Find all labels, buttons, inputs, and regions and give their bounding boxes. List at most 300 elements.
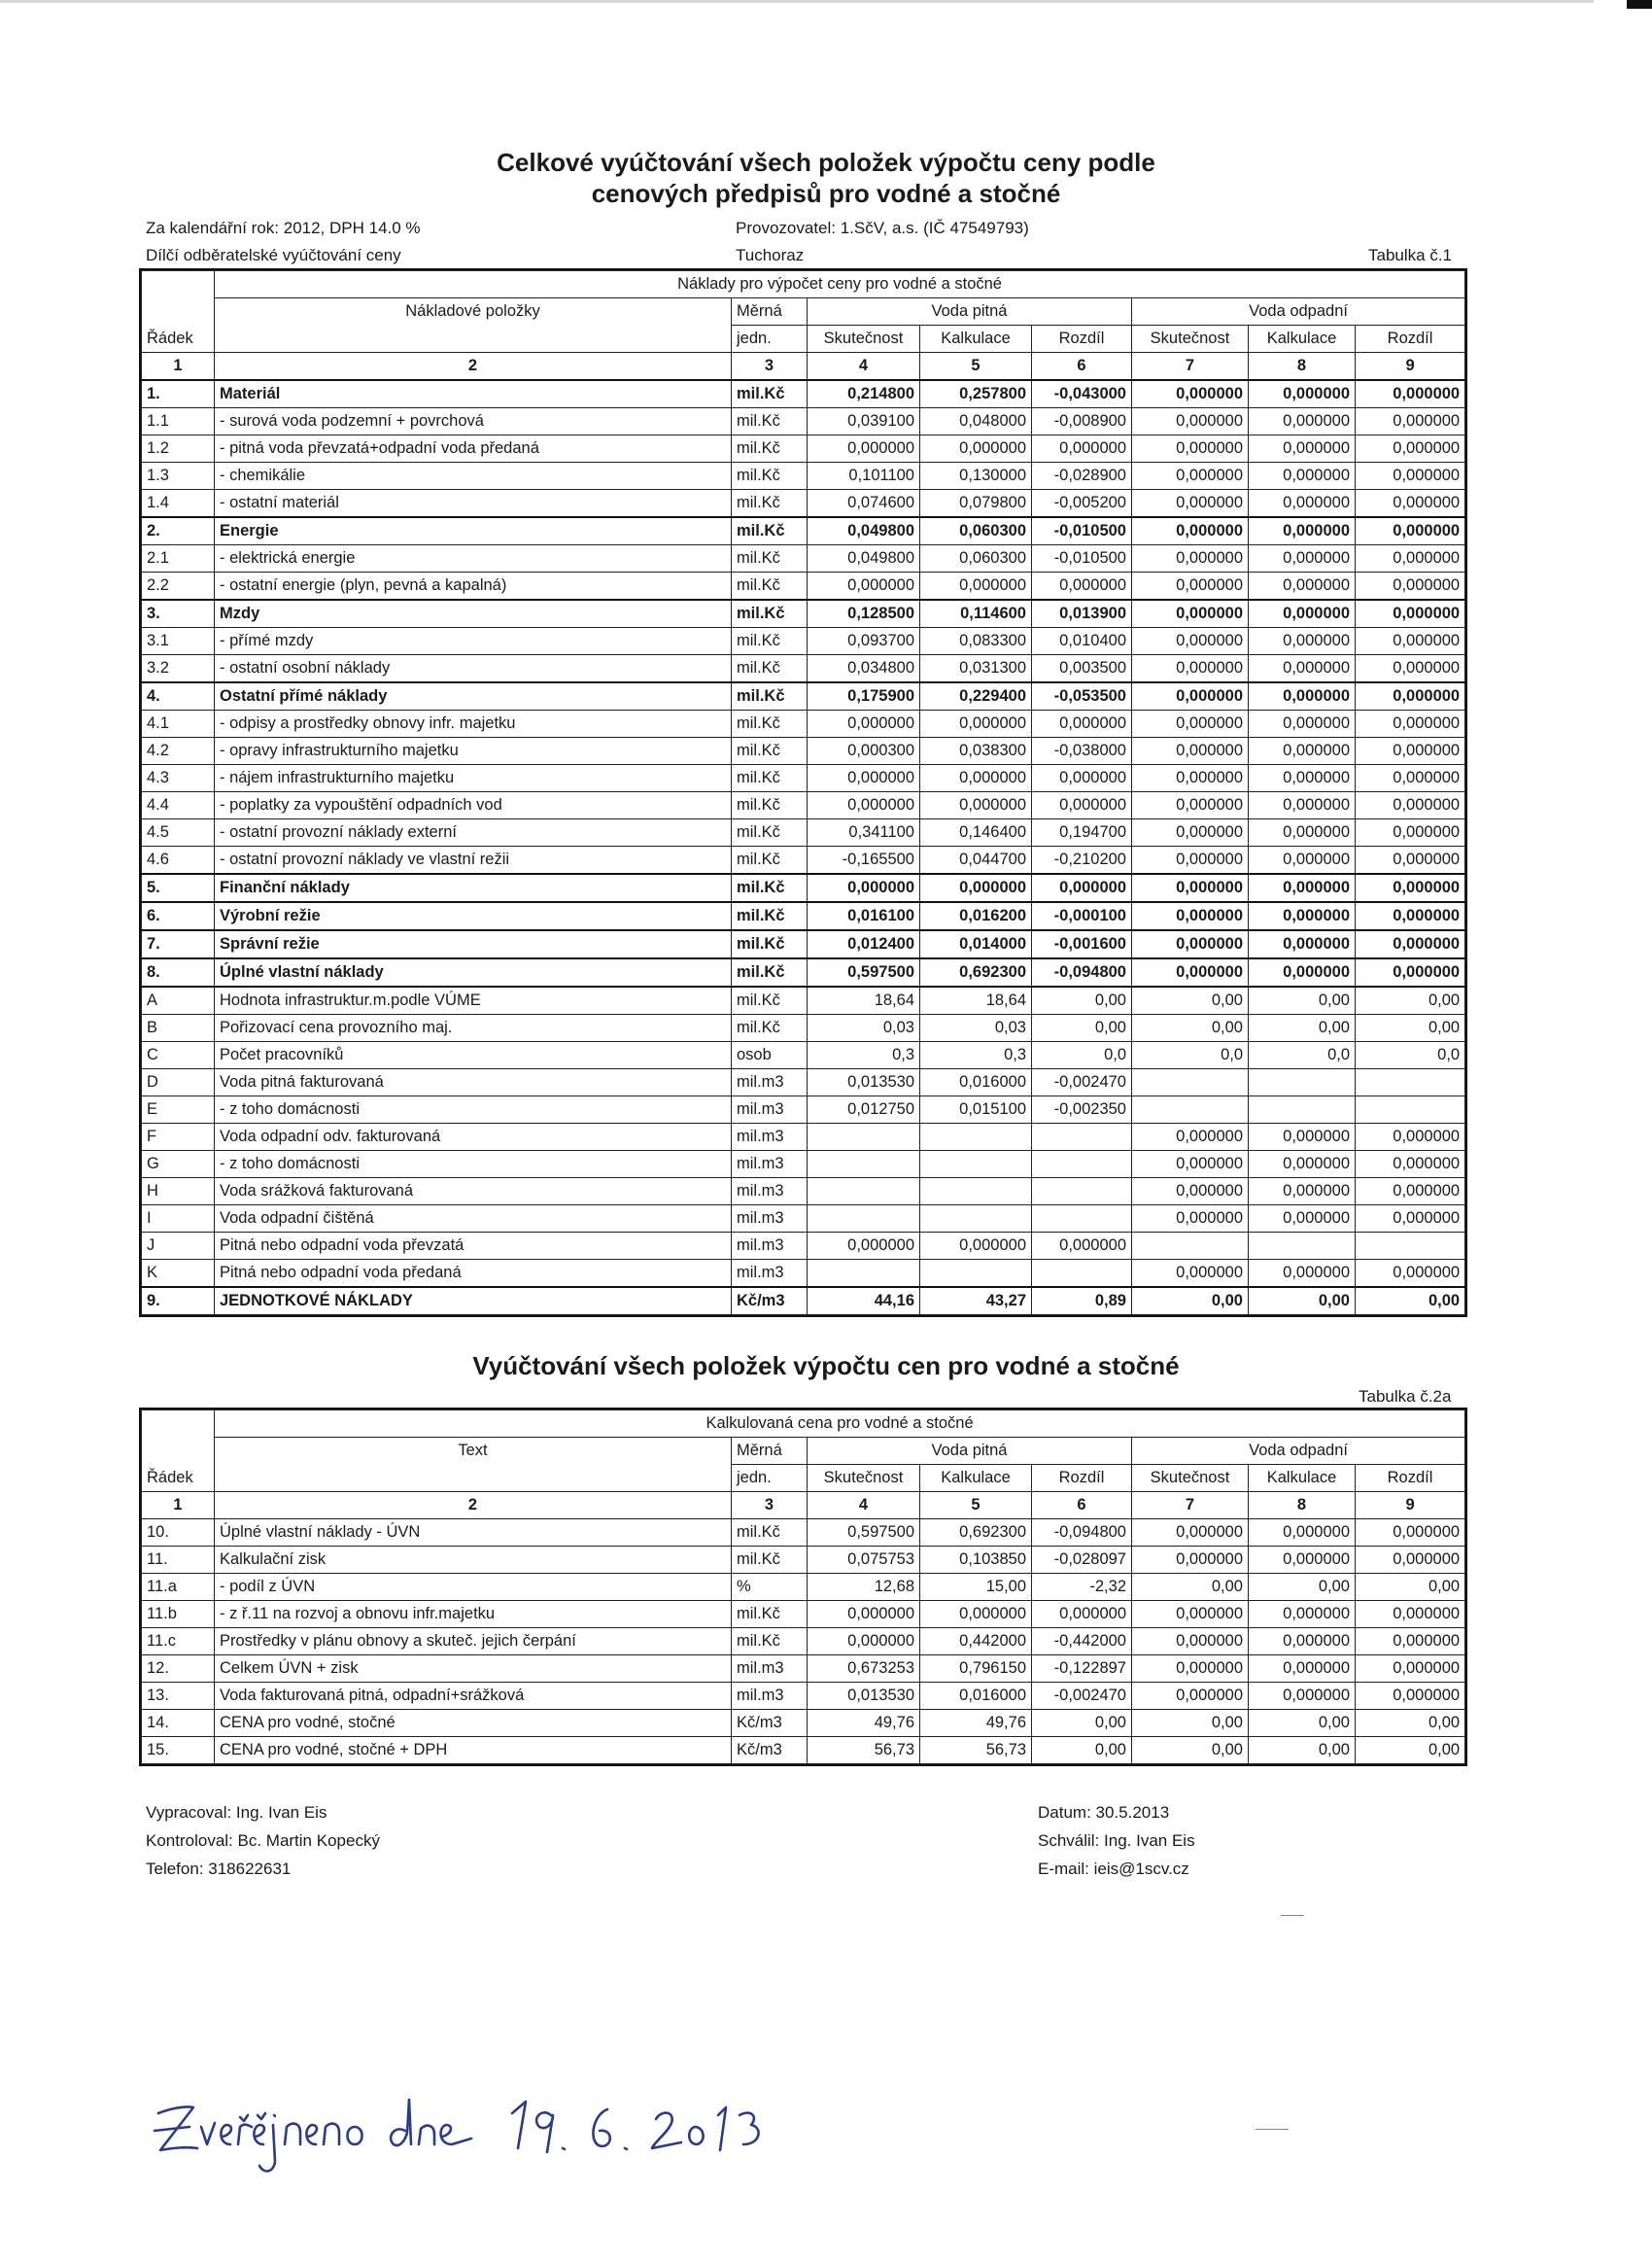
scan-speck — [1281, 1915, 1304, 1916]
col-row-header: Řádek — [142, 1465, 215, 1492]
row-id: 3. — [142, 600, 215, 628]
row-id: A — [142, 987, 215, 1015]
waste-actual-cell: 0,000000 — [1132, 819, 1249, 847]
potable-diff-cell: -0,001600 — [1032, 930, 1132, 958]
potable-actual-cell: 0,128500 — [808, 600, 920, 628]
row-id: 11.a — [142, 1574, 215, 1601]
row-id: 6. — [142, 902, 215, 930]
potable-diff-cell: 0,010400 — [1032, 628, 1132, 655]
potable-actual-cell: 0,034800 — [808, 655, 920, 683]
table1-label: Tabulka č.1 — [1368, 246, 1452, 264]
waste-calc-cell: 0,00 — [1249, 1710, 1356, 1737]
potable-diff-cell: 0,003500 — [1032, 655, 1132, 683]
table-row — [142, 1683, 1465, 1710]
table1-caption: Náklady pro výpočet ceny pro vodné a stočné — [215, 271, 1465, 298]
row-id: 9. — [142, 1287, 215, 1315]
row-label: Voda pitná fakturovaná — [215, 1069, 732, 1096]
potable-calc-cell — [920, 1205, 1032, 1233]
waste-calc-cell: 0,000000 — [1249, 930, 1356, 958]
waste-actual-cell: 0,000000 — [1132, 792, 1249, 819]
waste-calc-cell: 0,000000 — [1249, 792, 1356, 819]
waste-actual-cell: 0,000000 — [1132, 902, 1249, 930]
potable-calc-cell: 49,76 — [920, 1710, 1032, 1737]
table-row — [142, 1178, 1465, 1205]
waste-calc-cell — [1249, 1096, 1356, 1124]
row-unit: mil.Kč — [732, 600, 808, 628]
row-id: E — [142, 1096, 215, 1124]
waste-diff-cell — [1356, 1233, 1465, 1260]
row-unit: mil.m3 — [732, 1233, 808, 1260]
table-row — [142, 1205, 1465, 1233]
row-unit: mil.Kč — [732, 463, 808, 490]
potable-calc-cell: 0,016000 — [920, 1069, 1032, 1096]
sub-diff-header: Rozdíl — [1032, 1465, 1132, 1492]
price-table — [141, 1409, 1465, 1764]
waste-diff-cell: 0,000000 — [1356, 1151, 1465, 1178]
potable-diff-cell: 0,00 — [1032, 1710, 1132, 1737]
row-label: - odpisy a prostředky obnovy infr. majetku — [215, 711, 732, 738]
potable-calc-cell: 0,03 — [920, 1015, 1032, 1042]
row-unit: mil.Kč — [732, 1547, 808, 1574]
row-unit: Kč/m3 — [732, 1737, 808, 1764]
row-unit: mil.Kč — [732, 573, 808, 601]
waste-diff-cell: 0,000000 — [1356, 463, 1465, 490]
waste-actual-cell: 0,000000 — [1132, 930, 1249, 958]
sub-actual-header: Skutečnost — [808, 326, 920, 353]
row-label: - pitná voda převzatá+odpadní voda předaná — [215, 435, 732, 463]
row-unit: mil.Kč — [732, 1601, 808, 1628]
potable-diff-cell: 0,0 — [1032, 1042, 1132, 1069]
waste-calc-cell: 0,000000 — [1249, 682, 1356, 711]
potable-diff-cell: -2,32 — [1032, 1574, 1132, 1601]
waste-diff-cell: 0,000000 — [1356, 600, 1465, 628]
header-blank — [142, 298, 215, 326]
waste-actual-cell: 0,000000 — [1132, 408, 1249, 435]
waste-diff-cell: 0,000000 — [1356, 874, 1465, 902]
table-row — [142, 600, 1465, 628]
waste-diff-cell: 0,000000 — [1356, 1683, 1465, 1710]
waste-actual-cell: 0,00 — [1132, 1287, 1249, 1315]
waste-actual-cell: 0,00 — [1132, 1574, 1249, 1601]
waste-calc-cell: 0,000000 — [1249, 380, 1356, 408]
waste-calc-cell: 0,000000 — [1249, 490, 1356, 518]
table-row — [142, 1655, 1465, 1683]
waste-calc-cell — [1249, 1233, 1356, 1260]
column-number: 8 — [1249, 1492, 1356, 1519]
row-unit: % — [732, 1574, 808, 1601]
row-label: - podíl z ÚVN — [215, 1574, 732, 1601]
waste-actual-cell — [1132, 1233, 1249, 1260]
potable-diff-cell: 0,000000 — [1032, 573, 1132, 601]
sub-diff-header: Rozdíl — [1032, 326, 1132, 353]
potable-actual-cell: 0,013530 — [808, 1683, 920, 1710]
waste-calc-cell: 0,000000 — [1249, 958, 1356, 987]
row-id: 14. — [142, 1710, 215, 1737]
potable-actual-cell: 0,03 — [808, 1015, 920, 1042]
group-waste-header: Voda odpadní — [1132, 298, 1465, 326]
potable-actual-cell: 0,093700 — [808, 628, 920, 655]
header-blank — [215, 1465, 732, 1492]
waste-calc-cell: 0,000000 — [1249, 463, 1356, 490]
waste-diff-cell: 0,00 — [1356, 1015, 1465, 1042]
potable-diff-cell: 0,000000 — [1032, 792, 1132, 819]
waste-actual-cell: 0,00 — [1132, 1015, 1249, 1042]
table-row — [142, 1124, 1465, 1151]
potable-actual-cell: 0,341100 — [808, 819, 920, 847]
row-label: - z toho domácnosti — [215, 1096, 732, 1124]
waste-actual-cell: 0,000000 — [1132, 847, 1249, 875]
row-id: 4.6 — [142, 847, 215, 875]
table-row — [142, 408, 1465, 435]
row-unit: mil.Kč — [732, 765, 808, 792]
potable-calc-cell: 43,27 — [920, 1287, 1032, 1315]
table-row — [142, 930, 1465, 958]
table-row — [142, 987, 1465, 1015]
waste-calc-cell: 0,000000 — [1249, 1151, 1356, 1178]
potable-actual-cell: 0,000000 — [808, 435, 920, 463]
table-row — [142, 1233, 1465, 1260]
waste-calc-cell: 0,000000 — [1249, 1260, 1356, 1288]
row-id: 4.1 — [142, 711, 215, 738]
waste-diff-cell: 0,000000 — [1356, 847, 1465, 875]
waste-calc-cell: 0,000000 — [1249, 765, 1356, 792]
sub-calc-header: Kalkulace — [1249, 1465, 1356, 1492]
waste-calc-cell: 0,00 — [1249, 1574, 1356, 1601]
waste-diff-cell: 0,000000 — [1356, 738, 1465, 765]
potable-actual-cell: 0,074600 — [808, 490, 920, 518]
row-label: Celkem ÚVN + zisk — [215, 1655, 732, 1683]
waste-calc-cell: 0,000000 — [1249, 1205, 1356, 1233]
row-unit: mil.Kč — [732, 738, 808, 765]
waste-diff-cell: 0,00 — [1356, 1737, 1465, 1764]
row-id: 1.3 — [142, 463, 215, 490]
waste-actual-cell: 0,000000 — [1132, 490, 1249, 518]
row-id: 10. — [142, 1519, 215, 1547]
potable-calc-cell: 0,060300 — [920, 517, 1032, 545]
row-id: 11.c — [142, 1628, 215, 1655]
col-row-header: Řádek — [142, 326, 215, 353]
potable-diff-cell: 0,000000 — [1032, 1233, 1132, 1260]
potable-diff-cell: -0,002350 — [1032, 1096, 1132, 1124]
sub-actual-header: Skutečnost — [1132, 1465, 1249, 1492]
potable-diff-cell: -0,008900 — [1032, 408, 1132, 435]
sub-calc-header: Kalkulace — [920, 1465, 1032, 1492]
column-number: 5 — [920, 353, 1032, 381]
row-id: C — [142, 1042, 215, 1069]
waste-diff-cell: 0,000000 — [1356, 655, 1465, 683]
waste-actual-cell: 0,000000 — [1132, 573, 1249, 601]
potable-calc-cell: 0,038300 — [920, 738, 1032, 765]
waste-actual-cell — [1132, 1069, 1249, 1096]
table-row — [142, 545, 1465, 573]
waste-calc-cell: 0,000000 — [1249, 1519, 1356, 1547]
waste-actual-cell: 0,000000 — [1132, 682, 1249, 711]
row-unit: mil.Kč — [732, 874, 808, 902]
potable-actual-cell: 0,013530 — [808, 1069, 920, 1096]
waste-diff-cell: 0,000000 — [1356, 1601, 1465, 1628]
potable-diff-cell: -0,094800 — [1032, 958, 1132, 987]
waste-diff-cell: 0,000000 — [1356, 1547, 1465, 1574]
potable-diff-cell: 0,013900 — [1032, 600, 1132, 628]
waste-diff-cell: 0,000000 — [1356, 711, 1465, 738]
row-id: 15. — [142, 1737, 215, 1764]
potable-actual-cell: 0,673253 — [808, 1655, 920, 1683]
column-number: 7 — [1132, 1492, 1249, 1519]
cost-table — [141, 270, 1465, 1315]
table-row — [142, 1737, 1465, 1764]
row-unit: mil.m3 — [732, 1069, 808, 1096]
row-unit: mil.m3 — [732, 1205, 808, 1233]
column-number: 9 — [1356, 353, 1465, 381]
potable-calc-cell: 0,048000 — [920, 408, 1032, 435]
header-blank — [215, 326, 732, 353]
row-id: 7. — [142, 930, 215, 958]
row-label: Energie — [215, 517, 732, 545]
row-unit: mil.Kč — [732, 987, 808, 1015]
table-row — [142, 902, 1465, 930]
table-row — [142, 435, 1465, 463]
potable-diff-cell: 0,000000 — [1032, 1601, 1132, 1628]
row-unit: mil.Kč — [732, 847, 808, 875]
waste-actual-cell: 0,000000 — [1132, 1205, 1249, 1233]
scan-speck — [1256, 2129, 1289, 2130]
row-id: 2. — [142, 517, 215, 545]
row-label: - ostatní materiál — [215, 490, 732, 518]
potable-actual-cell: 0,012400 — [808, 930, 920, 958]
potable-calc-cell: 0,016000 — [920, 1683, 1032, 1710]
potable-calc-cell — [920, 1178, 1032, 1205]
row-id: 4.3 — [142, 765, 215, 792]
row-label: - opravy infrastrukturního majetku — [215, 738, 732, 765]
row-unit: mil.m3 — [732, 1096, 808, 1124]
document-title-line2: cenových předpisů pro vodné a stočné — [591, 179, 1061, 208]
waste-diff-cell — [1356, 1069, 1465, 1096]
waste-calc-cell: 0,000000 — [1249, 628, 1356, 655]
table-row — [142, 1260, 1465, 1288]
waste-actual-cell: 0,000000 — [1132, 463, 1249, 490]
row-unit: mil.m3 — [732, 1683, 808, 1710]
potable-actual-cell: 0,000000 — [808, 1628, 920, 1655]
column-number: 7 — [1132, 353, 1249, 381]
potable-actual-cell: 0,049800 — [808, 517, 920, 545]
column-number: 1 — [142, 1492, 215, 1519]
sub-calc-header: Kalkulace — [1249, 326, 1356, 353]
row-label: JEDNOTKOVÉ NÁKLADY — [215, 1287, 732, 1315]
operator-info: Provozovatel: 1.SčV, a.s. (IČ 47549793) — [736, 219, 1029, 237]
waste-calc-cell: 0,000000 — [1249, 1655, 1356, 1683]
potable-diff-cell: -0,010500 — [1032, 545, 1132, 573]
potable-actual-cell: 56,73 — [808, 1737, 920, 1764]
column-number: 4 — [808, 353, 920, 381]
row-unit: mil.Kč — [732, 490, 808, 518]
potable-actual-cell: 0,039100 — [808, 408, 920, 435]
table-row — [142, 792, 1465, 819]
column-number: 4 — [808, 1492, 920, 1519]
checked-by: Kontroloval: Bc. Martin Kopecký — [146, 1831, 380, 1850]
waste-calc-cell: 0,00 — [1249, 1287, 1356, 1315]
table-row — [142, 655, 1465, 683]
waste-actual-cell: 0,000000 — [1132, 1260, 1249, 1288]
potable-actual-cell: 49,76 — [808, 1710, 920, 1737]
handwritten-publication-note — [151, 2080, 850, 2187]
partial-billing-label: Dílčí odběratelské vyúčtování ceny — [146, 246, 401, 264]
row-unit: mil.Kč — [732, 1628, 808, 1655]
row-unit: mil.Kč — [732, 628, 808, 655]
potable-calc-cell: 0,016200 — [920, 902, 1032, 930]
row-unit: mil.m3 — [732, 1178, 808, 1205]
potable-actual-cell: 0,000000 — [808, 1601, 920, 1628]
waste-diff-cell: 0,000000 — [1356, 1655, 1465, 1683]
table-row — [142, 517, 1465, 545]
potable-calc-cell: 0,014000 — [920, 930, 1032, 958]
potable-diff-cell: -0,038000 — [1032, 738, 1132, 765]
potable-diff-cell: -0,053500 — [1032, 682, 1132, 711]
row-label: CENA pro vodné, stočné — [215, 1710, 732, 1737]
table-row — [142, 1574, 1465, 1601]
waste-diff-cell: 0,000000 — [1356, 545, 1465, 573]
row-label: Voda fakturovaná pitná, odpadní+srážková — [215, 1683, 732, 1710]
table-row — [142, 738, 1465, 765]
potable-actual-cell: 12,68 — [808, 1574, 920, 1601]
row-label: - surová voda podzemní + povrchová — [215, 408, 732, 435]
row-unit: mil.Kč — [732, 517, 808, 545]
sub-calc-header: Kalkulace — [920, 326, 1032, 353]
potable-calc-cell — [920, 1260, 1032, 1288]
document-title-line1: Celkové vyúčtování všech položek výpočtu ceny podle — [497, 148, 1155, 177]
row-unit: mil.Kč — [732, 930, 808, 958]
waste-diff-cell: 0,000000 — [1356, 628, 1465, 655]
potable-diff-cell: -0,005200 — [1032, 490, 1132, 518]
table-row — [142, 1710, 1465, 1737]
row-id: 3.2 — [142, 655, 215, 683]
waste-diff-cell: 0,000000 — [1356, 1205, 1465, 1233]
potable-diff-cell: -0,010500 — [1032, 517, 1132, 545]
waste-actual-cell: 0,000000 — [1132, 1151, 1249, 1178]
row-unit: mil.m3 — [732, 1124, 808, 1151]
potable-actual-cell: 0,000000 — [808, 573, 920, 601]
header-blank — [142, 271, 215, 298]
potable-actual-cell: 0,597500 — [808, 1519, 920, 1547]
row-id: D — [142, 1069, 215, 1096]
row-label: - ostatní energie (plyn, pevná a kapalná) — [215, 573, 732, 601]
table-row — [142, 1601, 1465, 1628]
waste-diff-cell: 0,00 — [1356, 1574, 1465, 1601]
group-waste-header: Voda odpadní — [1132, 1438, 1465, 1465]
column-number: 3 — [732, 1492, 808, 1519]
table2-caption: Kalkulovaná cena pro vodné a stočné — [215, 1410, 1465, 1438]
waste-calc-cell: 0,000000 — [1249, 517, 1356, 545]
potable-actual-cell: -0,165500 — [808, 847, 920, 875]
row-id: B — [142, 1015, 215, 1042]
column-number: 1 — [142, 353, 215, 381]
potable-calc-cell: 0,796150 — [920, 1655, 1032, 1683]
row-unit: mil.Kč — [732, 435, 808, 463]
potable-calc-cell: 0,130000 — [920, 463, 1032, 490]
waste-actual-cell: 0,000000 — [1132, 517, 1249, 545]
row-label: Voda srážková fakturovaná — [215, 1178, 732, 1205]
waste-actual-cell: 0,000000 — [1132, 711, 1249, 738]
column-number: 5 — [920, 1492, 1032, 1519]
potable-diff-cell: 0,000000 — [1032, 874, 1132, 902]
waste-actual-cell: 0,000000 — [1132, 765, 1249, 792]
waste-calc-cell: 0,000000 — [1249, 1683, 1356, 1710]
potable-calc-cell: 15,00 — [920, 1574, 1032, 1601]
row-label: Prostředky v plánu obnovy a skuteč. jejich čerpání — [215, 1628, 732, 1655]
document-date: Datum: 30.5.2013 — [1038, 1803, 1170, 1822]
row-id: I — [142, 1205, 215, 1233]
waste-diff-cell: 0,000000 — [1356, 573, 1465, 601]
potable-actual-cell: 0,597500 — [808, 958, 920, 987]
row-label: Pitná nebo odpadní voda předaná — [215, 1260, 732, 1288]
locality-name: Tuchoraz — [736, 246, 805, 264]
row-id: 4.4 — [142, 792, 215, 819]
table-row — [142, 874, 1465, 902]
row-label: Pitná nebo odpadní voda převzatá — [215, 1233, 732, 1260]
waste-calc-cell: 0,000000 — [1249, 573, 1356, 601]
table-row — [142, 682, 1465, 711]
waste-diff-cell: 0,000000 — [1356, 517, 1465, 545]
prepared-by: Vypracoval: Ing. Ivan Eis — [146, 1803, 327, 1822]
column-number: 6 — [1032, 1492, 1132, 1519]
scan-top-edge — [0, 0, 1594, 3]
potable-actual-cell — [808, 1124, 920, 1151]
row-unit: mil.Kč — [732, 380, 808, 408]
table-row — [142, 958, 1465, 987]
waste-actual-cell: 0,000000 — [1132, 628, 1249, 655]
row-label: - z ř.11 na rozvoj a obnovu infr.majetku — [215, 1601, 732, 1628]
row-id: 4.5 — [142, 819, 215, 847]
potable-calc-cell: 0,079800 — [920, 490, 1032, 518]
waste-actual-cell: 0,000000 — [1132, 1124, 1249, 1151]
table-row — [142, 1151, 1465, 1178]
waste-calc-cell: 0,000000 — [1249, 902, 1356, 930]
potable-calc-cell: 0,146400 — [920, 819, 1032, 847]
footer-left — [146, 1798, 380, 1883]
phone: Telefon: 318622631 — [146, 1860, 292, 1878]
sub-diff-header: Rozdíl — [1356, 326, 1465, 353]
potable-diff-cell: -0,028900 — [1032, 463, 1132, 490]
potable-diff-cell: -0,028097 — [1032, 1547, 1132, 1574]
row-id: 4.2 — [142, 738, 215, 765]
potable-actual-cell: 0,101100 — [808, 463, 920, 490]
row-id: 3.1 — [142, 628, 215, 655]
col-text-header: Text — [215, 1438, 732, 1465]
row-label: - elektrická energie — [215, 545, 732, 573]
row-label: - ostatní provozní náklady ve vlastní režii — [215, 847, 732, 875]
row-unit: mil.Kč — [732, 1519, 808, 1547]
waste-calc-cell: 0,000000 — [1249, 819, 1356, 847]
potable-calc-cell: 0,103850 — [920, 1547, 1032, 1574]
waste-actual-cell: 0,000000 — [1132, 1655, 1249, 1683]
potable-actual-cell: 0,175900 — [808, 682, 920, 711]
waste-actual-cell: 0,000000 — [1132, 874, 1249, 902]
waste-actual-cell: 0,000000 — [1132, 1683, 1249, 1710]
row-label: - poplatky za vypouštění odpadních vod — [215, 792, 732, 819]
potable-diff-cell: 0,00 — [1032, 1015, 1132, 1042]
row-label: - nájem infrastrukturního majetku — [215, 765, 732, 792]
potable-calc-cell: 56,73 — [920, 1737, 1032, 1764]
waste-calc-cell: 0,000000 — [1249, 874, 1356, 902]
potable-diff-cell: -0,210200 — [1032, 847, 1132, 875]
row-unit: mil.Kč — [732, 682, 808, 711]
potable-calc-cell: 0,083300 — [920, 628, 1032, 655]
col-unit-header-2: jedn. — [732, 1465, 808, 1492]
potable-diff-cell — [1032, 1124, 1132, 1151]
waste-diff-cell: 0,000000 — [1356, 1178, 1465, 1205]
waste-actual-cell: 0,000000 — [1132, 380, 1249, 408]
row-label: Materiál — [215, 380, 732, 408]
waste-calc-cell: 0,00 — [1249, 1737, 1356, 1764]
